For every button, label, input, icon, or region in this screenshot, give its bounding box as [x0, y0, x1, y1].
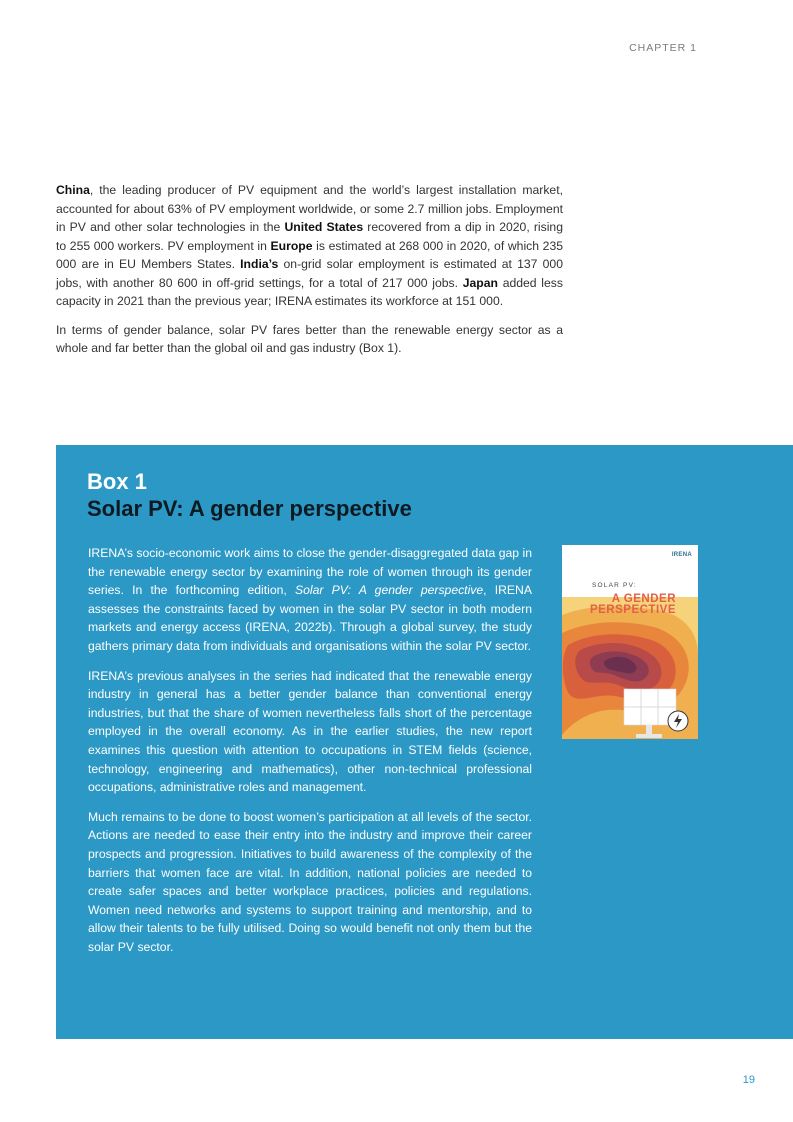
- text-run: recovered from a dip in 2020, rising to 255 000 workers. PV employment in: [56, 220, 563, 253]
- cover-title: [570, 594, 676, 616]
- irena-logo: IRENA: [671, 552, 692, 558]
- chapter-header: CHAPTER 1: [629, 42, 697, 54]
- text-run: on-grid solar employment is estimated at 137 000 jobs, with another 80 600 in off-grid settings, for a total of 217 000 jobs.: [56, 257, 563, 290]
- cover-title-line-2: PERSPECTIVE: [589, 604, 676, 616]
- box-title: Solar PV: A gender perspective: [87, 496, 412, 521]
- box-paragraph-2: IRENA’s previous analyses in the series had indicated that the renewable energy industry in general has a better gender balance than conventional energy industries, but that the share of women nevertheless falls short of the percentage employed in the overall economy. As in the earlier studies, the new report examines this question with attention to occupations in STEM fields (science, technology, engineering and mathematics), other non-technical professional occupations, administrative roles and management.: [88, 668, 532, 795]
- text-run: , the leading producer of PV equipment and the world’s largest installation market, accounted for about 63% of PV employment worldwide, or some 2.7 million jobs. Employment in PV and other solar technologies in the: [56, 183, 563, 234]
- box-paragraph-3: Much remains to be done to boost women’s participation at all levels of the sector. Actions are needed to ease their entry into the industry and improve their career prospects and progression. Initiatives to build awareness of the complexity of the barriers that women face are vital. In addition, national policies are needed to create safer spaces and better workplace practices, policies and regulations. Women need networks and systems to support training and mentorship, and to allow their talents to be fully utilised. Doing so would benefit not only them but the solar PV sector.: [88, 809, 532, 954]
- emphasis-text: Europe: [270, 238, 313, 253]
- emphasis-text: India’s: [240, 257, 279, 271]
- emphasis-text: Japan: [462, 275, 498, 290]
- emphasis-text: China: [56, 183, 90, 197]
- body-paragraph-1: [56, 181, 563, 311]
- lightning-badge-icon: [668, 711, 688, 731]
- body-text: [56, 181, 563, 368]
- box-text: [88, 544, 532, 967]
- cover-title-line-1: A GENDER: [611, 593, 676, 605]
- text-run: IRENA’s socio-economic work aims to close the gender-disaggregated data gap in the renewable energy sector by examining the role of women through its gender series. In the forthcoming edition,: [88, 546, 532, 598]
- body-paragraph-2: In terms of gender balance, solar PV fares better than the renewable energy sector as a whole and far better than the global oil and gas industry (Box 1).: [56, 322, 563, 355]
- text-run: is estimated at 268 000 in 2020, of which 235 000 are in EU Members States.: [56, 238, 563, 271]
- emphasis-text: United States: [284, 220, 364, 234]
- cover-artwork: [562, 545, 698, 739]
- box-paragraph-1: [88, 544, 532, 656]
- box-1: [56, 445, 793, 1039]
- box-label: Box 1: [87, 469, 147, 494]
- italic-text: Solar PV: A gender perspective: [294, 583, 484, 598]
- text-run: added less capacity in 2021 than the previous year; IRENA estimates its workforce at 151 000.: [56, 275, 563, 308]
- page-number: 19: [742, 1074, 755, 1086]
- text-run: , IRENA assesses the constraints faced by women in the solar PV sector in both modern markets and energy access (IRENA, 2022b). Through a global survey, the study gathers primary data from individuals and organisations within the solar PV sector.: [88, 583, 532, 653]
- report-cover-image: [562, 545, 698, 739]
- cover-subtitle: SOLAR PV:: [592, 582, 637, 589]
